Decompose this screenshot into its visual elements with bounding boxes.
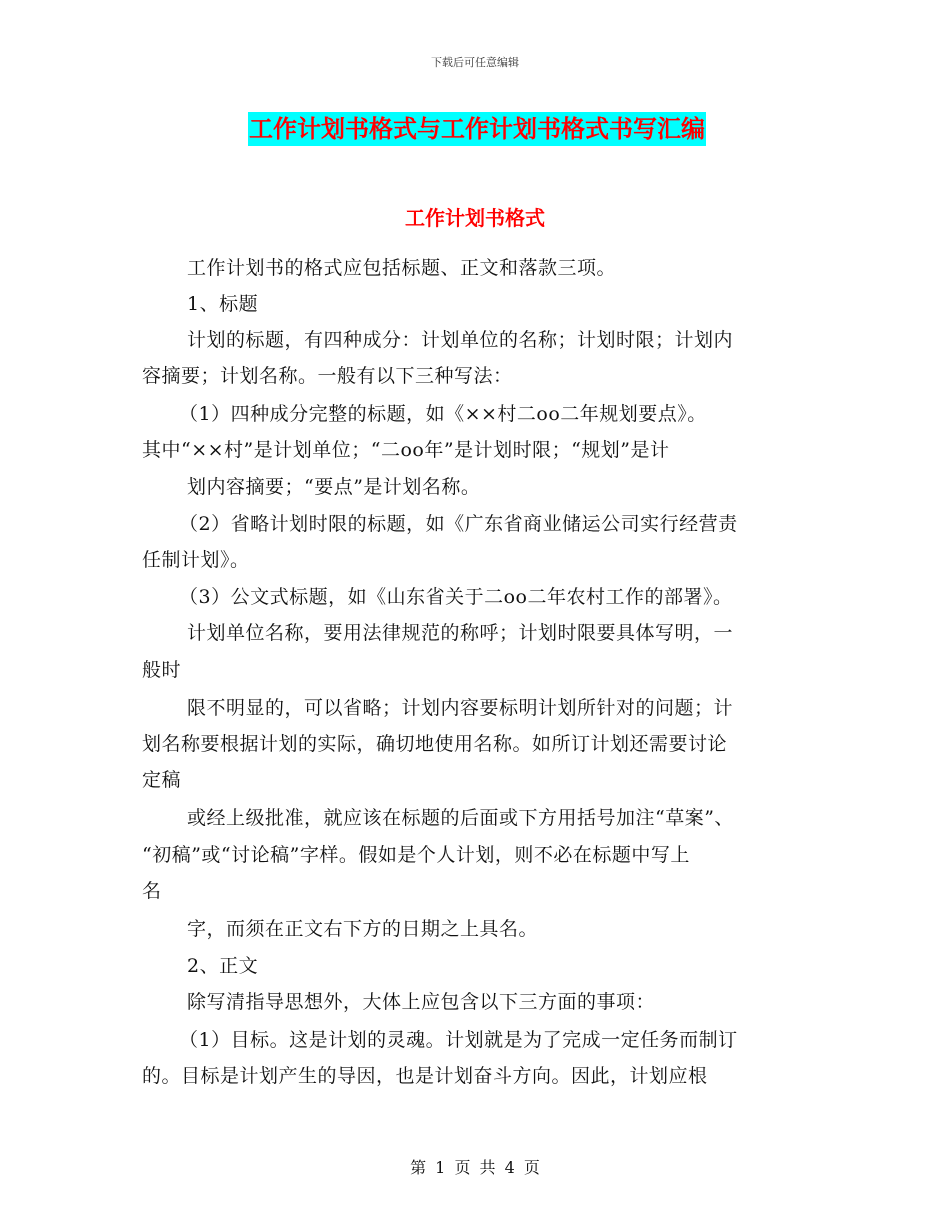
section-title: 工作计划书格式 (405, 206, 545, 230)
body-line: 划内容摘要；“要点”是计划名称。 (187, 476, 481, 498)
body-line: 其中“××村”是计划单位；“二oo年”是计划时限；“规划”是计 (142, 439, 670, 461)
body-line: （3）公文式标题，如《山东省关于二oo二年农村工作的部署》。 (179, 586, 733, 608)
body-line: 任制计划》。 (142, 549, 250, 571)
page-number-footer: 第 1 页 共 4 页 (410, 1158, 540, 1177)
body-line: （1）目标。这是计划的灵魂。计划就是为了完成一定任务而制订 (179, 1029, 738, 1051)
body-line: 般时 (142, 659, 182, 681)
body-line: 1、标题 (187, 293, 259, 315)
body-line: 划名称要根据计划的实际，确切地使用名称。如所订计划还需要讨论 (142, 733, 728, 755)
body-line: 的。目标是计划产生的导因，也是计划奋斗方向。因此，计划应根 (142, 1065, 708, 1087)
body-line: 字，而须在正文右下方的日期之上具名。 (187, 918, 539, 940)
header-note: 下载后可任意编辑 (431, 56, 519, 69)
body-line: 计划的标题，有四种成分：计划单位的名称；计划时限；计划内 (187, 329, 734, 351)
body-line: 名 (142, 880, 162, 902)
body-line: 除写清指导思想外，大体上应包含以下三方面的事项： (187, 991, 656, 1013)
body-line: 计划单位名称，要用法律规范的称呼；计划时限要具体写明，一 (187, 622, 734, 644)
body-line: 容摘要；计划名称。一般有以下三种写法： (142, 365, 513, 387)
body-line: 定稿 (142, 769, 182, 791)
body-line: “初稿”或“讨论稿”字样。假如是个人计划，则不必在标题中写上 (142, 844, 690, 866)
body-line: 限不明显的，可以省略；计划内容要标明计划所针对的问题；计 (187, 697, 734, 719)
body-line: （2）省略计划时限的标题，如《广东省商业储运公司实行经营责 (179, 513, 738, 535)
body-line: 工作计划书的格式应包括标题、正文和落款三项。 (187, 257, 617, 279)
body-line: （1）四种成分完整的标题，如《××村二oo二年规划要点》。 (179, 403, 707, 425)
body-line: 2、正文 (187, 955, 259, 977)
document-title: 工作计划书格式与工作计划书格式书写汇编 (248, 112, 706, 146)
body-line: 或经上级批准，就应该在标题的后面或下方用括号加注“草案”、 (187, 807, 734, 829)
